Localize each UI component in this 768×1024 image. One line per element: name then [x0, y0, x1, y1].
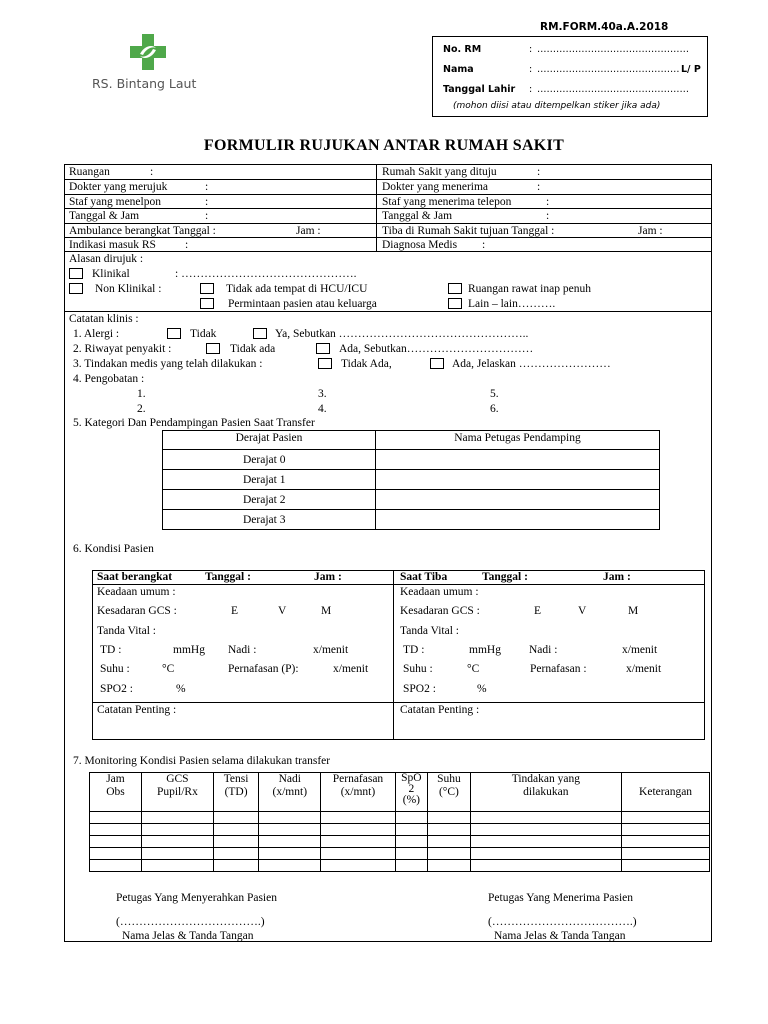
- tindakan-label: 3. Tindakan medis yang telah dilakukan :: [73, 358, 263, 370]
- hospital-logo-icon: [128, 32, 168, 72]
- derajat-row: Derajat 1: [163, 470, 376, 490]
- riwayat-label: 2. Riwayat penyakit :: [73, 343, 172, 355]
- dokter-menerima-colon: :: [537, 181, 541, 193]
- obat-6: 6.: [490, 403, 499, 415]
- non-klinikal-checkbox[interactable]: [69, 283, 83, 294]
- diagnosa-colon: :: [482, 239, 486, 251]
- dokter-menerima-label: Dokter yang menerima: [382, 181, 489, 193]
- monitoring-cell[interactable]: [321, 848, 395, 860]
- monitoring-cell[interactable]: [622, 824, 710, 836]
- monitoring-header-cell: Pernafasan (x/mnt): [321, 773, 395, 812]
- obat-2: 2.: [137, 403, 146, 415]
- spo2-unit-left: %: [176, 683, 186, 695]
- monitoring-cell[interactable]: [428, 860, 470, 872]
- pendamping-header: Nama Petugas Pendamping: [376, 431, 660, 450]
- rs-dituju-label: Rumah Sakit yang dituju: [382, 166, 497, 178]
- alergi-ya-label: Ya, Sebutkan …………………………………………..: [275, 328, 529, 340]
- riwayat-tidak-label: Tidak ada: [230, 343, 276, 355]
- klinikal-label: Klinikal: [92, 268, 130, 280]
- obat-3: 3.: [318, 388, 327, 400]
- suhu-right: Suhu :: [403, 663, 433, 675]
- gcs-v-right: V: [578, 605, 587, 617]
- obat-5: 5.: [490, 388, 499, 400]
- tindakan-ada-label: Ada, Jelaskan ……………………: [452, 358, 611, 370]
- kesadaran-right: Kesadaran GCS :: [400, 605, 480, 617]
- staf-menerima-colon: :: [546, 196, 550, 208]
- derajat-header: Derajat Pasien: [163, 431, 376, 450]
- tanggal-jam-label: Tanggal & Jam: [69, 210, 140, 222]
- pendamping-cell[interactable]: [376, 470, 660, 490]
- tindakan-ada-checkbox[interactable]: [430, 358, 444, 369]
- monitoring-cell[interactable]: [470, 812, 621, 824]
- monitoring-cell[interactable]: [90, 860, 142, 872]
- celsius-right: °C: [467, 663, 480, 675]
- monitoring-cell[interactable]: [321, 860, 395, 872]
- monitoring-cell[interactable]: [395, 860, 428, 872]
- nama-label: Nama: [443, 64, 474, 75]
- monitoring-cell[interactable]: [470, 860, 621, 872]
- nadi-left: Nadi :: [228, 644, 257, 656]
- kesadaran-left: Kesadaran GCS :: [97, 605, 177, 617]
- nama-colon: :: [529, 64, 533, 75]
- lain-checkbox[interactable]: [448, 298, 462, 309]
- penerima-name-caption: Nama Jelas & Tanda Tangan: [494, 930, 626, 942]
- lp-label: L/ P: [681, 64, 701, 75]
- hcu-label: Tidak ada tempat di HCU/ICU: [226, 283, 368, 295]
- non-klinikal-option[interactable]: [69, 282, 83, 296]
- monitoring-cell[interactable]: [622, 812, 710, 824]
- monitoring-cell[interactable]: [428, 848, 470, 860]
- pendamping-cell[interactable]: [376, 490, 660, 510]
- klinikal-option[interactable]: [69, 267, 83, 281]
- monitoring-table: [89, 772, 710, 872]
- monitoring-header-cell: Tindakan yang dilakukan: [470, 773, 621, 812]
- sticker-note: (mohon diisi atau ditempelkan stiker jika ada): [453, 101, 661, 111]
- rs-dituju-colon: :: [537, 166, 541, 178]
- mmhg-right: mmHg: [469, 644, 501, 656]
- staf-menerima-label: Staf yang menerima telepon: [382, 196, 512, 208]
- staf-menelpon-colon: :: [205, 196, 209, 208]
- monitoring-cell[interactable]: [213, 836, 258, 848]
- tgl-colon: :: [529, 84, 533, 95]
- monitoring-cell[interactable]: [321, 824, 395, 836]
- klinikal-checkbox[interactable]: [69, 268, 83, 279]
- pengobatan-label: 4. Pengobatan :: [73, 373, 145, 385]
- lain-option[interactable]: [448, 297, 462, 311]
- monitoring-cell[interactable]: [470, 824, 621, 836]
- monitoring-header-cell: Nadi (x/mnt): [259, 773, 321, 812]
- riwayat-ada-label: Ada, Sebutkan……………………………: [339, 343, 534, 355]
- monitoring-cell[interactable]: [428, 812, 470, 824]
- patient-id-box: [432, 36, 708, 117]
- monitoring-cell[interactable]: [90, 812, 142, 824]
- monitoring-cell[interactable]: [395, 836, 428, 848]
- td-left: TD :: [100, 644, 122, 656]
- alergi-tidak-label: Tidak: [190, 328, 217, 340]
- derajat-table: [162, 430, 660, 530]
- keadaan-umum-right: Keadaan umum :: [400, 586, 479, 598]
- gcs-m-right: M: [628, 605, 639, 617]
- ruangan-colon: :: [150, 166, 154, 178]
- monitoring-cell[interactable]: [622, 860, 710, 872]
- monitoring-cell[interactable]: [428, 824, 470, 836]
- monitoring-header-cell: Jam Obs: [90, 773, 142, 812]
- tanda-vital-left: Tanda Vital :: [97, 625, 156, 637]
- nama-dots: ………………………………………: [537, 64, 680, 75]
- monitoring-cell[interactable]: [395, 848, 428, 860]
- alergi-ya-option[interactable]: [253, 327, 267, 341]
- monitoring-cell[interactable]: [428, 836, 470, 848]
- lain-label: Lain – lain……….: [468, 298, 556, 310]
- spo2-right: SPO2 :: [403, 683, 436, 695]
- alasan-title: Alasan dirujuk :: [69, 253, 144, 265]
- nadi-right: Nadi :: [529, 644, 558, 656]
- tanggal-lahir-label: Tanggal Lahir: [443, 84, 516, 95]
- keadaan-umum-left: Keadaan umum :: [97, 586, 176, 598]
- no-rm-dots: …………………………………………: [537, 44, 689, 55]
- monitoring-cell[interactable]: [470, 848, 621, 860]
- gcs-e-right: E: [534, 605, 542, 617]
- penuh-label: Ruangan rawat inap penuh: [468, 283, 591, 295]
- no-rm-label: No. RM: [443, 44, 482, 55]
- form-title: FORMULIR RUJUKAN ANTAR RUMAH SAKIT: [203, 137, 565, 154]
- pendamping-cell[interactable]: [376, 510, 660, 530]
- penerima-label: Petugas Yang Menerima Pasien: [488, 892, 634, 904]
- monitoring-header-cell: Keterangan: [622, 773, 710, 812]
- penyerah-signature-field[interactable]: (……………………………….): [116, 916, 265, 928]
- hcu-option[interactable]: [200, 282, 214, 296]
- nadi-unit-right: x/menit: [622, 644, 658, 656]
- no-rm-colon: :: [529, 44, 533, 55]
- mmhg-left: mmHg: [173, 644, 205, 656]
- monitoring-cell[interactable]: [259, 812, 321, 824]
- pernafasan-unit-left: x/menit: [333, 663, 369, 675]
- monitoring-cell[interactable]: [90, 848, 142, 860]
- monitoring-cell[interactable]: [213, 848, 258, 860]
- monitoring-header-cell: Suhu (°C): [428, 773, 470, 812]
- tindakan-tidak-checkbox[interactable]: [318, 358, 332, 369]
- tiba-head: Saat Tiba: [400, 571, 448, 583]
- dokter-merujuk-colon: :: [205, 181, 209, 193]
- monitoring-cell[interactable]: [141, 812, 213, 824]
- ruangan-label: Ruangan: [69, 166, 110, 178]
- monitoring-cell[interactable]: [213, 824, 258, 836]
- penyerah-name-caption: Nama Jelas & Tanda Tangan: [122, 930, 254, 942]
- alergi-tidak-checkbox[interactable]: [167, 328, 181, 339]
- spo2-left: SPO2 :: [100, 683, 133, 695]
- monitoring-header-cell: SpO 2 (%): [395, 773, 428, 812]
- monitoring-cell[interactable]: [259, 836, 321, 848]
- pernafasan-left: Pernafasan (P):: [228, 663, 299, 675]
- penuh-option[interactable]: [448, 282, 462, 296]
- nadi-unit-left: x/menit: [313, 644, 349, 656]
- berangkat-jam: Jam :: [314, 571, 342, 583]
- ambulance-jam-label: Jam :: [296, 225, 321, 237]
- riwayat-ada-checkbox[interactable]: [316, 343, 330, 354]
- monitoring-header-cell: Tensi (TD): [213, 773, 258, 812]
- td-right: TD :: [403, 644, 425, 656]
- monitoring-cell[interactable]: [259, 824, 321, 836]
- pernafasan-unit-right: x/menit: [626, 663, 662, 675]
- obat-1: 1.: [137, 388, 146, 400]
- monitoring-cell[interactable]: [321, 812, 395, 824]
- monitoring-cell[interactable]: [213, 860, 258, 872]
- permintaan-checkbox[interactable]: [200, 298, 214, 309]
- monitoring-cell[interactable]: [395, 812, 428, 824]
- penerima-signature-field[interactable]: (……………………………….): [488, 916, 637, 928]
- monitoring-cell[interactable]: [395, 824, 428, 836]
- riwayat-tidak-checkbox[interactable]: [206, 343, 220, 354]
- tindakan-tidak-option[interactable]: [318, 357, 332, 371]
- monitoring-cell[interactable]: [622, 836, 710, 848]
- monitoring-cell[interactable]: [90, 824, 142, 836]
- permintaan-label: Permintaan pasien atau keluarga: [228, 298, 377, 310]
- penuh-checkbox[interactable]: [448, 283, 462, 294]
- spo2-unit-right: %: [477, 683, 487, 695]
- monitoring-cell[interactable]: [141, 824, 213, 836]
- monitoring-header-cell: GCS Pupil/Rx: [141, 773, 213, 812]
- ambulance-berangkat-label: Ambulance berangkat Tanggal :: [69, 225, 216, 237]
- gcs-e-left: E: [231, 605, 239, 617]
- tiba-jam-label: Jam :: [638, 225, 663, 237]
- monitoring-cell[interactable]: [141, 860, 213, 872]
- riwayat-tidak-option[interactable]: [206, 342, 220, 356]
- penyerah-label: Petugas Yang Menyerahkan Pasien: [116, 892, 277, 904]
- derajat-row: Derajat 2: [163, 490, 376, 510]
- tgl-dots: …………………………………………: [537, 84, 689, 95]
- monitoring-cell[interactable]: [622, 848, 710, 860]
- tindakan-tidak-label: Tidak Ada,: [341, 358, 392, 370]
- tiba-tanggal: Tanggal :: [482, 571, 528, 583]
- obat-4: 4.: [318, 403, 327, 415]
- riwayat-ada-option[interactable]: [316, 342, 330, 356]
- diagnosa-label: Diagnosa Medis: [382, 239, 458, 251]
- tiba-rs-label: Tiba di Rumah Sakit tujuan Tanggal :: [382, 225, 555, 237]
- berangkat-tanggal: Tanggal :: [205, 571, 251, 583]
- tindakan-ada-option[interactable]: [430, 357, 444, 371]
- catatan-penting-right: Catatan Penting :: [400, 704, 480, 716]
- monitoring-title: 7. Monitoring Kondisi Pasien selama dilakukan transfer: [73, 755, 331, 767]
- gcs-v-left: V: [278, 605, 287, 617]
- monitoring-cell[interactable]: [141, 836, 213, 848]
- pendamping-cell[interactable]: [376, 450, 660, 470]
- catatan-klinis-title: Catatan klinis :: [69, 313, 139, 325]
- kondisi-title: 6. Kondisi Pasien: [73, 543, 154, 555]
- alergi-label: 1. Alergi :: [73, 328, 120, 340]
- catatan-penting-left: Catatan Penting :: [97, 704, 177, 716]
- monitoring-cell[interactable]: [470, 836, 621, 848]
- pernafasan-right: Pernafasan :: [530, 663, 587, 675]
- alergi-ya-checkbox[interactable]: [253, 328, 267, 339]
- hospital-name: RS. Bintang Laut: [92, 76, 197, 91]
- alergi-tidak-option[interactable]: [167, 327, 181, 341]
- non-klinikal-label: Non Klinikal :: [95, 283, 162, 295]
- kategori-title: 5. Kategori Dan Pendampingan Pasien Saat Transfer: [73, 417, 315, 429]
- staf-menelpon-label: Staf yang menelpon: [69, 196, 161, 208]
- monitoring-cell[interactable]: [259, 860, 321, 872]
- monitoring-cell[interactable]: [90, 836, 142, 848]
- tanggal-jam-right-label: Tanggal & Jam: [382, 210, 453, 222]
- permintaan-option[interactable]: [200, 297, 214, 311]
- suhu-left: Suhu :: [100, 663, 130, 675]
- hcu-checkbox[interactable]: [200, 283, 214, 294]
- derajat-row: Derajat 0: [163, 450, 376, 470]
- tanda-vital-right: Tanda Vital :: [400, 625, 459, 637]
- dokter-merujuk-label: Dokter yang merujuk: [69, 181, 168, 193]
- tanggal-jam-colon: :: [205, 210, 209, 222]
- monitoring-cell[interactable]: [321, 836, 395, 848]
- gcs-m-left: M: [321, 605, 332, 617]
- derajat-row: Derajat 3: [163, 510, 376, 530]
- celsius-left: °C: [162, 663, 175, 675]
- form-code: RM.FORM.40a.A.2018: [540, 21, 669, 33]
- indikasi-colon: :: [185, 239, 189, 251]
- monitoring-cell[interactable]: [141, 848, 213, 860]
- tanggal-jam-right-colon: :: [546, 210, 550, 222]
- monitoring-cell[interactable]: [213, 812, 258, 824]
- monitoring-cell[interactable]: [259, 848, 321, 860]
- indikasi-label: Indikasi masuk RS: [69, 239, 156, 251]
- berangkat-head: Saat berangkat: [97, 571, 173, 583]
- klinikal-dots: : ……………………………………….: [175, 268, 357, 280]
- tiba-jam: Jam :: [603, 571, 631, 583]
